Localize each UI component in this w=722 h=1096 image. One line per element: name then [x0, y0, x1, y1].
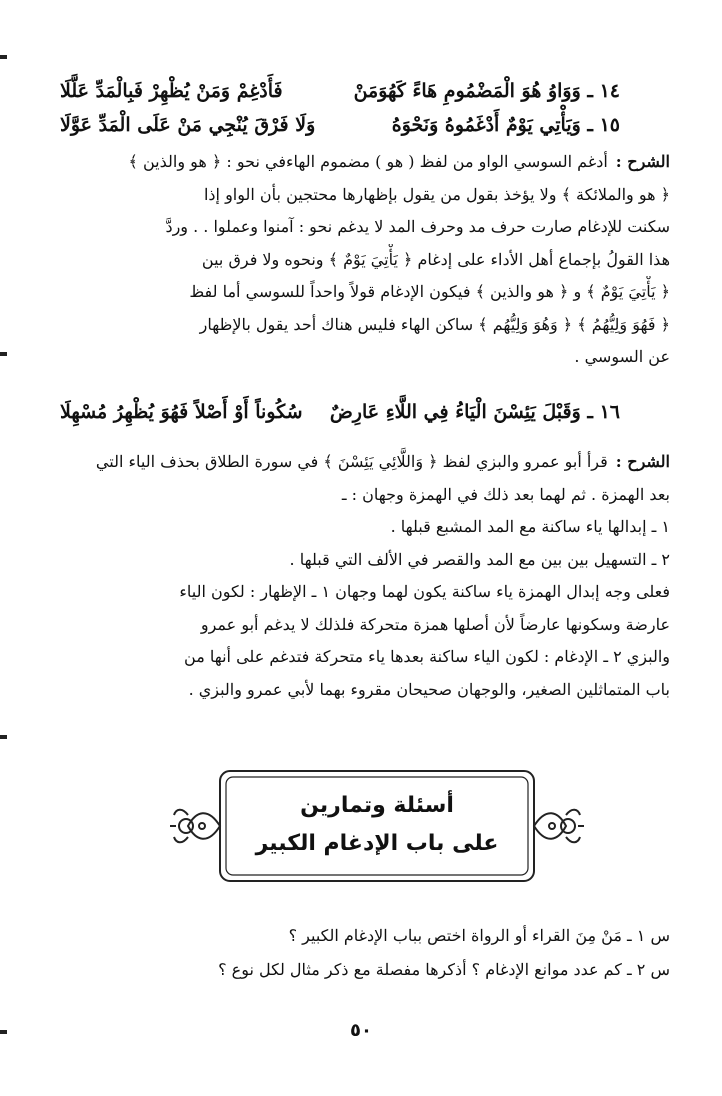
commentary-line: ﴿ هو والملائكة ﴾ ولا يؤخذ بقول من يقول بإظهارها محتجين بأن الواو إذا — [203, 184, 670, 204]
margin-mark — [0, 352, 7, 356]
ornamental-frame-icon — [168, 767, 586, 885]
question-2: س ٢ ـ كم عدد موانع الإدغام ؟ أذكرها مفصلة مع ذكر مثال لكل نوع ؟ — [218, 960, 670, 979]
commentary-line: ﴿ فَهُوَ وَلِيُّهُمُ ﴾ ﴿ وَهُوَ وَلِيُّهُم ﴾ ساكن الهاء فليس هناك أحد يقول بالإظهار — [199, 314, 670, 334]
verse-second-hemistich: سُكُوناً أَوْ أَصْلاً فَهُوَ يُظْهِرُ مُسْهِلَا — [60, 401, 303, 423]
margin-mark — [0, 735, 7, 739]
commentary-line: الشرح :أدغم السوسي الواو من لفظ ( هو ) مضموم الهاءفي نحو : ﴿ هو والذين ﴾ — [128, 152, 670, 171]
commentary-line: ﴿ يَأْتِيَ يَوْمٌ ﴾ و ﴿ هو والذين ﴾ فيكون الإدغام قولاً واحداً للسوسي أما لفظ — [189, 282, 670, 301]
commentary-2 — [66, 446, 670, 706]
commentary-1 — [66, 146, 670, 374]
question-1: س ١ ـ مَنْ مِنَ القراء أو الرواة اختص بباب الإدغام الكبير ؟ — [288, 926, 670, 945]
commentary-line: سكنت للإدغام صارت حرف مد وحرف المد لا يدغم نحو : آمنوا وعملوا . . وردَّ — [165, 217, 670, 236]
margin-mark — [0, 55, 7, 59]
verse-first-hemistich: ١٤ ـ وَوَاوُ هُوَ الْمَضْمُومِ هَاءً كَهُوَمَنْ — [353, 80, 620, 102]
commentary-label: الشرح : — [615, 152, 670, 171]
verse-first-hemistich: ١٦ ـ وَقَبْلَ يَئِسْنَ الْيَاءُ فِي اللَّاءِ عَارِضٌ — [329, 401, 620, 423]
page-number: ٥٠ — [350, 1020, 372, 1041]
commentary-line: بعد الهمزة . ثم لهما بعد ذلك في الهمزة وجهان : ـ — [341, 484, 670, 504]
commentary-line: الشرح :قرأ أبو عمرو والبزي لفظ ﴿ وَاللَّائِي يَئِسْنَ ﴾ في سورة الطلاق بحذف الياء التي — [95, 452, 670, 471]
verse-15 — [60, 111, 620, 139]
verse-first-hemistich: ١٥ ـ وَيَأْتِي يَوْمٌ أَدْغَمُوهُ وَنَحْوَهُ — [391, 114, 620, 136]
verse-second-hemistich: فَأَدْغِمْ وَمَنْ يُظْهِرْ فَبِالْمَدِّ عَلَّلَا — [60, 80, 283, 102]
commentary-line: باب المتماثلين الصغير، والوجهان صحيحان مقروء بهما لأبي عمرو والبزي . — [188, 679, 670, 699]
commentary-line: ٢ ـ التسهيل بين بين مع المد والقصر في الألف التي قبلها . — [289, 549, 670, 569]
commentary-line: والبزي ٢ ـ الإدغام : لكون الياء ساكنة بعدها ياء متحركة فتدغم على أنها من — [184, 647, 670, 666]
commentary-line: عن السوسي . — [574, 347, 670, 366]
commentary-line: فعلى وجه إبدال الهمزة ياء ساكنة يكون لهما وجهان ١ ـ الإظهار : لكون الياء — [179, 582, 670, 601]
frame-title-line-2: على باب الإدغام الكبير — [255, 831, 499, 856]
commentary-line: ١ ـ إبدالها ياء ساكنة مع المد المشبع قبلها . — [390, 517, 670, 536]
verse-second-hemistich: وَلَا فَرْقَ يُنْجِي مَنْ عَلَى الْمَدِّ عَوَّلَا — [60, 114, 316, 136]
verse-14 — [60, 77, 620, 105]
frame-title-line-1: أسئلة وتمارين — [300, 793, 454, 818]
commentary-line: هذا القولُ بإجماع أهل الأداء على إدغام ﴿ يَأْتِيَ يَوْمٌ ﴾ ونحوه ولا فرق بين — [201, 249, 670, 269]
verse-16 — [60, 398, 620, 426]
commentary-label: الشرح : — [615, 452, 670, 471]
section-title-frame — [168, 767, 586, 885]
commentary-line: عارضة وسكونها عارضاً لأن أصلها همزة متحركة فلذلك لا يدغم أبو عمرو — [200, 614, 670, 634]
